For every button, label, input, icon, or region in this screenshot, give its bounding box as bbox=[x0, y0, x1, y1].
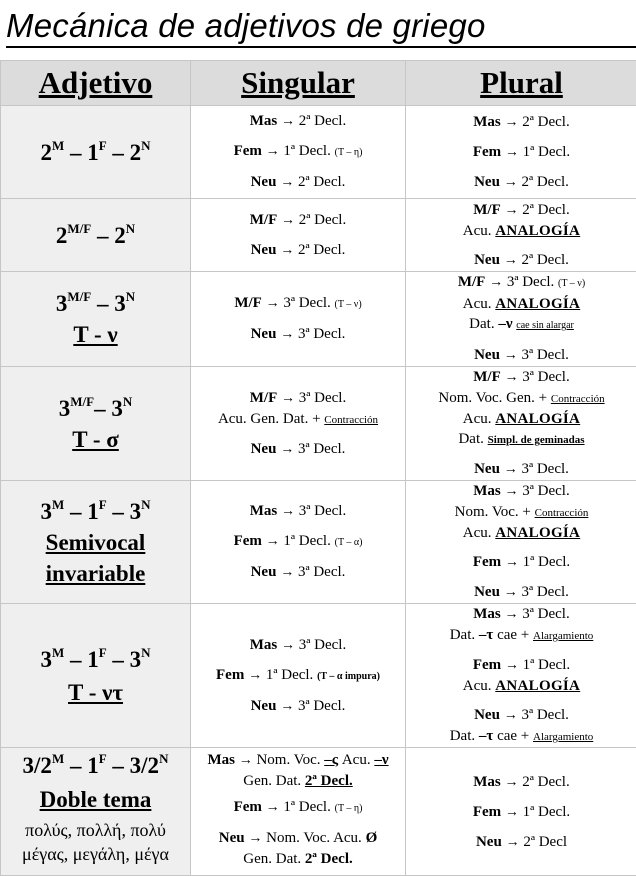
plural-cell: Mas → 2ª Decl. Fem → 1ª Decl. Neu → 2ª Decl bbox=[406, 748, 636, 876]
singular-cell: M/F → 3ª Decl. Acu. Gen. Dat. + Contracción Neu → 3ª Decl. bbox=[191, 367, 406, 481]
singular-cell: Mas → 2ª Decl. Fem → 1ª Decl. (T – η) Neu → 2ª Decl. bbox=[191, 106, 406, 199]
singular-cell: M/F → 2ª Decl. Neu → 2ª Decl. bbox=[191, 199, 406, 272]
adjective-cell: $2^{M/F} - 2^N$ bbox=[1, 199, 191, 272]
table-row bbox=[1, 481, 636, 604]
singular-cell: M/F → 3ª Decl. (T – ν) Neu → 3ª Decl. bbox=[191, 272, 406, 367]
table-row bbox=[1, 199, 636, 272]
table-row bbox=[1, 272, 636, 367]
table-row bbox=[1, 367, 636, 481]
singular-cell: Mas → 3ª Decl. Fem → 1ª Decl. (T – α) Neu → 3ª Decl. bbox=[191, 481, 406, 604]
plural-cell: M/F → 2ª Decl. Acu. ANALOGÍA Neu → 2ª Decl. bbox=[406, 199, 636, 272]
adjective-cell: $3^M - 1^F - 3^N$ Semivocal invariable bbox=[1, 481, 191, 604]
header-plural: Plural bbox=[406, 61, 636, 106]
table-row bbox=[1, 748, 636, 876]
plural-cell: Mas → 3ª Decl. Nom. Voc. + Contracción Acu. ANALOGÍA Fem → 1ª Decl. Neu → 3ª Decl. bbox=[406, 481, 636, 604]
singular-cell: Mas → Nom. Voc. –ς Acu. –ν Gen. Dat. 2ª Decl. Fem → 1ª Decl. (T – η) Neu → Nom. Voc. Acu. Ø Gen. Dat. 2ª Decl. bbox=[191, 748, 406, 876]
header-row bbox=[1, 61, 636, 106]
adjective-cell: $3^{M/F}-$ $3^N$ T - σ bbox=[1, 367, 191, 481]
plural-cell: M/F → 3ª Decl. Nom. Voc. Gen. + Contracción Acu. ANALOGÍA Dat. Simpl. de geminadas Neu → 3ª Decl. bbox=[406, 367, 636, 481]
adjective-cell: $3/2^M - 1^F - 3/2^N$ Doble tema πολύς, πολλή, πολύ μέγας, μεγάλη, μέγα bbox=[1, 748, 191, 876]
page-title: Mecánica de adjetivos de griego bbox=[6, 6, 636, 48]
header-singular: Singular bbox=[191, 61, 406, 106]
plural-cell: M/F → 3ª Decl. (T – ν) Acu. ANALOGÍA Dat. –ν cae sin alargar Neu → 3ª Decl. bbox=[406, 272, 636, 367]
adjective-cell: $2^M - 1^F - 2^N$ bbox=[1, 106, 191, 199]
adjective-table bbox=[0, 60, 636, 876]
plural-cell: Mas → 2ª Decl. Fem → 1ª Decl. Neu → 2ª Decl. bbox=[406, 106, 636, 199]
adjective-cell: $3^M - 1^F - 3^N$ T - ντ bbox=[1, 604, 191, 748]
table-row bbox=[1, 604, 636, 748]
plural-cell: Mas → 3ª Decl. Dat. –τ cae + Alargamiento Fem → 1ª Decl. Acu. ANALOGÍA Neu → 3ª Decl. Dat. –τ cae + Alargamiento bbox=[406, 604, 636, 748]
singular-cell: Mas → 3ª Decl. Fem → 1ª Decl. (T – α impura) Neu → 3ª Decl. bbox=[191, 604, 406, 748]
header-adjetivo: Adjetivo bbox=[1, 61, 191, 106]
adjective-cell: $3^{M/F} - 3^N$ T - ν bbox=[1, 272, 191, 367]
table-row bbox=[1, 106, 636, 199]
